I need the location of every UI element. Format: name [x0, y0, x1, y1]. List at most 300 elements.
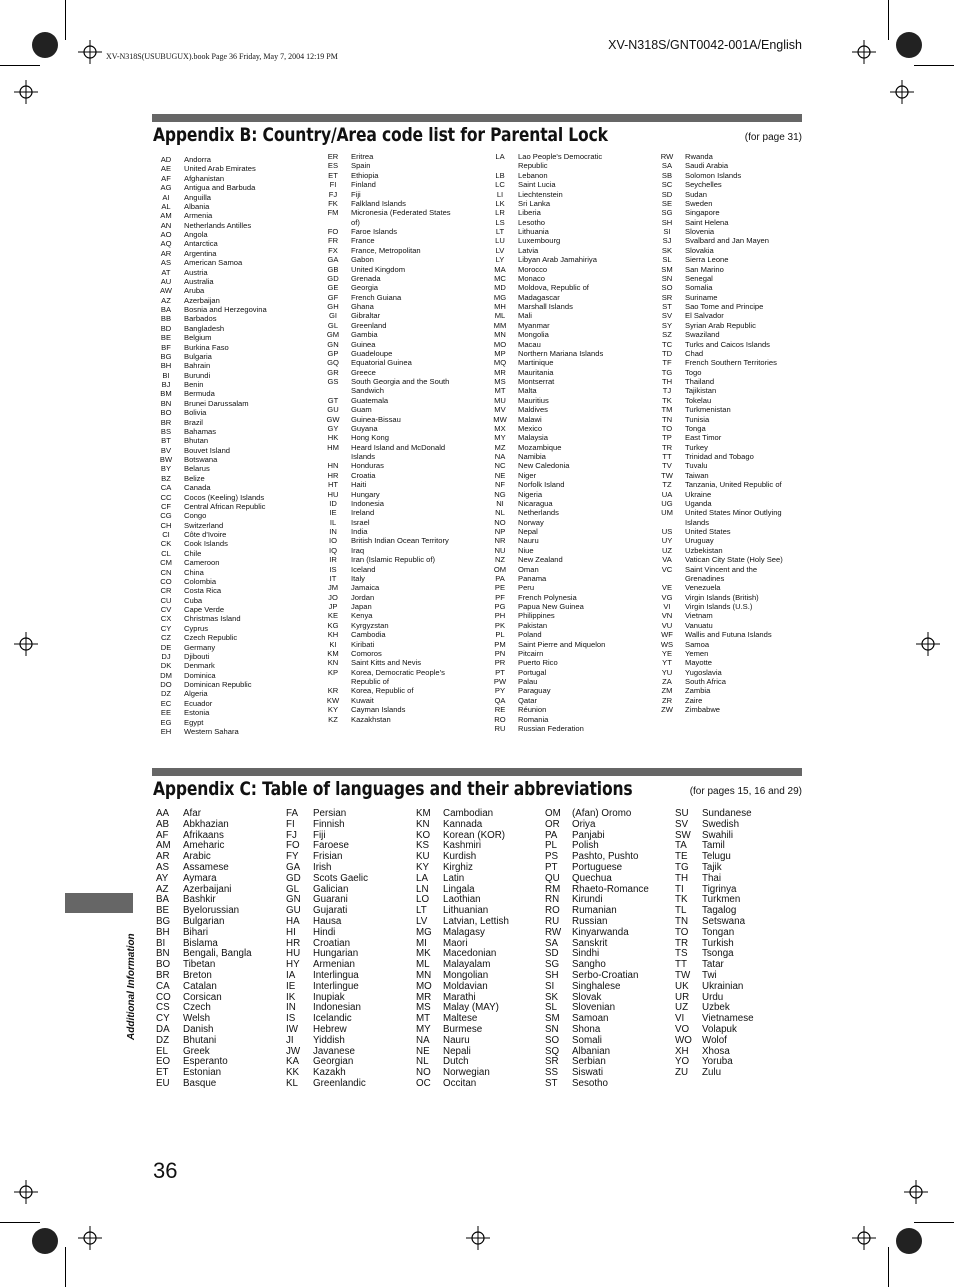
name: Sundanese — [702, 808, 752, 819]
name: Wallis and Futuna Islands — [685, 630, 772, 640]
code: TS — [675, 948, 688, 960]
name: Turkey — [685, 442, 708, 452]
table-row — [157, 708, 307, 717]
name: Zulu — [702, 1067, 722, 1079]
table-row — [416, 1036, 509, 1047]
name: Marshall Islands — [518, 302, 573, 311]
table-row — [157, 361, 307, 370]
code: DZ — [156, 1034, 170, 1046]
code: DK — [160, 661, 172, 671]
table-row — [491, 452, 641, 461]
table-row — [658, 433, 808, 442]
name: Guyana — [351, 423, 378, 433]
table-row — [157, 605, 307, 614]
code: YU — [661, 667, 673, 677]
table-row — [157, 211, 307, 220]
code: VU — [661, 620, 673, 630]
name: Finnish — [313, 818, 345, 830]
code: MA — [494, 264, 506, 274]
code: YT — [662, 658, 672, 668]
name: Germany — [184, 642, 216, 652]
name: Zaire — [685, 695, 703, 705]
name: Niue — [518, 545, 534, 555]
code: BI — [162, 370, 170, 380]
name: Norway — [518, 517, 544, 527]
name: Mozambique — [518, 442, 562, 452]
name: Basque — [183, 1077, 217, 1089]
name: Albania — [184, 201, 210, 211]
name: Peru — [518, 583, 535, 593]
code: KP — [327, 667, 339, 677]
name: Burkina Faso — [184, 342, 229, 352]
name: Volapuk — [702, 1023, 737, 1035]
code: SI — [663, 227, 671, 236]
code: BA — [156, 894, 170, 906]
code: VI — [675, 1013, 685, 1025]
code: GA — [327, 255, 339, 265]
code: GT — [327, 395, 339, 405]
table-row — [491, 236, 641, 245]
name: Interlingua — [313, 969, 359, 981]
code: AM — [156, 840, 171, 852]
code: CH — [160, 520, 172, 530]
code: WF — [661, 630, 673, 640]
name: Andorra — [184, 155, 212, 164]
name: Honduras — [351, 461, 384, 471]
name: Bulgaria — [184, 351, 212, 361]
name: Mali — [518, 311, 532, 321]
table-row — [658, 377, 808, 386]
name: Moldavian — [443, 980, 488, 992]
code: TE — [675, 851, 688, 863]
name: Bolivia — [184, 408, 207, 418]
name: Serbo-Croatian — [572, 969, 639, 981]
table-row — [324, 358, 474, 367]
table-row — [491, 321, 641, 330]
table-row — [545, 1036, 649, 1047]
name: American Samoa — [184, 258, 243, 268]
code: NI — [496, 498, 504, 508]
table-row — [324, 630, 474, 639]
table-row — [658, 358, 808, 367]
code: HK — [327, 433, 339, 443]
code: IT — [329, 573, 337, 583]
table-row — [157, 680, 307, 689]
code: TW — [675, 969, 691, 981]
code: TF — [662, 358, 672, 368]
name: French Southern Territories — [685, 358, 777, 368]
name: Bahamas — [184, 426, 217, 436]
name: Afar — [183, 808, 201, 819]
code: AU — [160, 276, 172, 286]
code: KN — [327, 658, 339, 668]
name: Byelorussian — [183, 905, 240, 917]
table-row — [157, 464, 307, 473]
name: French Polynesia — [518, 592, 577, 602]
code: VA — [662, 555, 672, 565]
table-row — [491, 433, 641, 442]
table-row — [491, 340, 641, 349]
table-row — [491, 208, 641, 217]
code: DZ — [160, 689, 172, 699]
name: Belize — [184, 473, 205, 483]
code: GY — [327, 423, 339, 433]
table-row — [658, 583, 808, 592]
table-row — [324, 340, 474, 349]
registration-mark-icon — [852, 40, 876, 64]
code: IW — [286, 1023, 298, 1035]
name: Malayalam — [443, 959, 491, 971]
code: GL — [327, 320, 339, 330]
code: SD — [545, 948, 559, 960]
code: GR — [327, 367, 339, 377]
table-row — [658, 424, 808, 433]
name: Irish — [313, 861, 332, 873]
code: TK — [675, 894, 688, 906]
name: Afrikaans — [183, 829, 224, 841]
name: Haiti — [351, 480, 367, 490]
code: MY — [494, 433, 506, 443]
table-row — [324, 405, 474, 414]
name: Botswana — [184, 455, 218, 464]
code: EC — [160, 698, 172, 708]
registration-mark-icon — [14, 1180, 38, 1204]
code: HY — [286, 959, 300, 971]
name: South Africa — [685, 677, 726, 686]
code: TO — [661, 423, 673, 433]
table-row — [157, 558, 307, 567]
name: Bashkir — [183, 894, 216, 906]
table-row — [491, 199, 641, 208]
name: Albanian — [572, 1045, 611, 1057]
name: Mauritius — [518, 395, 549, 405]
name: Oriya — [572, 818, 596, 830]
table-row — [324, 152, 474, 161]
name: Laothian — [443, 894, 481, 906]
table-row — [491, 218, 641, 227]
name: Lithuania — [518, 227, 549, 236]
name: Solomon Islands — [685, 170, 742, 180]
code: CG — [160, 511, 172, 521]
name: Myanmar — [518, 320, 550, 330]
table-row — [157, 446, 307, 455]
code: BH — [156, 926, 170, 938]
table-row — [324, 546, 474, 555]
name: Hungarian — [313, 948, 359, 960]
section-bar — [152, 114, 802, 122]
table-row — [491, 686, 641, 695]
code: AY — [156, 872, 169, 884]
table-row — [491, 565, 641, 574]
name: Hebrew — [313, 1023, 347, 1035]
name: Estonia — [184, 708, 210, 718]
code: CY — [156, 1013, 170, 1025]
code: HT — [327, 480, 339, 490]
code: TW — [661, 470, 673, 480]
code: JI — [286, 1034, 294, 1046]
code: LB — [495, 170, 505, 180]
code: SR — [545, 1056, 559, 1068]
code: TT — [662, 452, 672, 461]
code: LS — [495, 217, 505, 227]
table-row — [157, 521, 307, 530]
code: CV — [160, 605, 172, 614]
name: Senegal — [685, 273, 713, 283]
code: DO — [160, 680, 172, 689]
name: France — [351, 236, 375, 246]
table-row — [491, 461, 641, 470]
code: IN — [329, 527, 337, 536]
code: TZ — [662, 480, 672, 490]
code: MV — [494, 405, 506, 415]
name: Bahrain — [184, 361, 211, 371]
crop-mark — [0, 65, 40, 66]
name: Bengali, Bangla — [183, 948, 252, 960]
name: Cambodian — [443, 808, 494, 819]
name: Rwanda — [685, 152, 713, 161]
crop-mark — [0, 1222, 40, 1223]
name: Benin — [184, 380, 204, 389]
table-row — [324, 602, 474, 611]
registration-mark-icon — [78, 1226, 102, 1250]
code: BG — [156, 915, 171, 927]
code: AS — [160, 258, 172, 268]
code: SY — [661, 320, 673, 330]
name: Saint Helena — [685, 217, 729, 227]
code: EH — [160, 726, 172, 736]
name: Zambia — [685, 686, 711, 696]
name: Kiribati — [351, 639, 375, 649]
name: Shona — [572, 1023, 601, 1035]
name: Arabic — [183, 851, 211, 863]
table-row — [491, 574, 641, 583]
table-row — [157, 286, 307, 295]
name: Nepal — [518, 527, 538, 536]
table-row — [658, 152, 808, 161]
name: Guarani — [313, 894, 348, 906]
code: LK — [495, 198, 505, 208]
code: BM — [160, 389, 172, 399]
table-row — [658, 368, 808, 377]
name: Russian — [572, 915, 608, 927]
name: Frisian — [313, 851, 343, 863]
table-row — [157, 483, 307, 492]
code: ZM — [661, 686, 673, 696]
table-row — [658, 265, 808, 274]
name: East Timor — [685, 433, 722, 443]
code: KY — [416, 861, 430, 873]
table-row — [491, 593, 641, 602]
name: France, Metropolitan — [351, 245, 421, 255]
name: Palau — [518, 677, 538, 686]
name: United States Minor Outlying Islands — [685, 508, 782, 527]
name: Brazil — [184, 417, 203, 427]
table-row — [157, 380, 307, 389]
name: Western Sahara — [184, 726, 239, 736]
table-row — [545, 1079, 649, 1090]
name: Gibraltar — [351, 311, 381, 321]
table-row — [491, 283, 641, 292]
name: Trinidad and Tobago — [685, 452, 754, 461]
name: Vietnamese — [702, 1013, 754, 1025]
language-code-column — [286, 809, 368, 1090]
table-row — [658, 386, 808, 395]
code: SB — [661, 170, 673, 180]
code: GN — [327, 339, 339, 349]
name: Antigua and Barbuda — [184, 183, 256, 193]
code: AD — [160, 155, 172, 164]
table-row — [658, 190, 808, 199]
country-code-column — [658, 152, 808, 715]
name: Kirghiz — [443, 861, 473, 873]
name: Guinea-Bissau — [351, 414, 401, 424]
code: HR — [286, 937, 301, 949]
table-row — [491, 246, 641, 255]
code: CO — [156, 991, 171, 1003]
name: Yemen — [685, 648, 709, 658]
name: Saint Vincent and the Grenadines — [685, 564, 758, 583]
name: Puerto Rico — [518, 658, 558, 668]
table-row — [324, 668, 474, 687]
table-row — [658, 246, 808, 255]
code: PT — [495, 667, 505, 677]
name: Bouvet Island — [184, 445, 231, 455]
code: ZR — [661, 695, 673, 705]
code: NA — [494, 452, 506, 461]
name: Bosnia and Herzegovina — [184, 305, 267, 314]
name: Persian — [313, 808, 347, 819]
table-row — [658, 349, 808, 358]
name: Egypt — [184, 717, 204, 727]
table-row — [324, 208, 474, 227]
name: Belarus — [184, 464, 210, 474]
appendix-b-page-ref: (for page 31) — [744, 132, 802, 143]
table-row — [658, 452, 808, 461]
table-row — [658, 705, 808, 714]
table-row — [324, 593, 474, 602]
code: GW — [326, 414, 340, 424]
table-row — [658, 218, 808, 227]
name: Nigeria — [518, 489, 543, 499]
code: SG — [661, 208, 673, 218]
name: Lebanon — [518, 170, 548, 180]
code: KA — [286, 1056, 300, 1068]
code: TI — [675, 883, 684, 895]
table-row — [324, 274, 474, 283]
code: SW — [675, 829, 691, 841]
code: FY — [286, 851, 299, 863]
table-row — [658, 396, 808, 405]
code: EO — [156, 1056, 171, 1068]
code: NO — [494, 517, 506, 527]
code: SH — [661, 217, 673, 227]
table-row — [491, 274, 641, 283]
name: Sao Tome and Principe — [685, 302, 764, 311]
code: TV — [662, 461, 672, 471]
code: TL — [675, 905, 687, 917]
code: MG — [493, 292, 507, 302]
code: SJ — [662, 236, 672, 246]
code: EG — [160, 717, 172, 727]
code: SL — [662, 255, 672, 265]
crop-mark — [888, 0, 889, 40]
table-row — [286, 874, 368, 885]
code: SN — [661, 273, 673, 283]
crop-mark — [914, 1222, 954, 1223]
code: BZ — [161, 473, 171, 483]
code: HI — [286, 926, 296, 938]
code: HU — [286, 948, 301, 960]
table-row — [545, 928, 649, 939]
code: GS — [327, 377, 339, 386]
name: Eritrea — [351, 152, 374, 161]
appendix-c-title: Appendix C: Table of languages and their abbreviations — [153, 778, 633, 800]
code: GI — [328, 311, 338, 321]
code: US — [661, 527, 673, 536]
code: KZ — [328, 714, 338, 724]
code: MT — [416, 1013, 431, 1025]
corner-disc-mark — [32, 1228, 58, 1254]
name: Afghanistan — [184, 173, 225, 183]
code: SM — [661, 264, 673, 274]
name: Madagascar — [518, 292, 560, 302]
name: Turkmen — [702, 894, 741, 906]
name: Saudi Arabia — [685, 161, 729, 171]
name: New Zealand — [518, 555, 563, 565]
table-row — [157, 314, 307, 323]
name: Côte d'Ivoire — [184, 530, 227, 539]
table-row — [658, 621, 808, 630]
table-row — [658, 415, 808, 424]
name: Samoan — [572, 1013, 609, 1025]
table-row — [324, 415, 474, 424]
code: NP — [494, 527, 506, 536]
name: Nepali — [443, 1045, 471, 1057]
code: LI — [496, 189, 504, 199]
name: Bihari — [183, 926, 209, 938]
code: MC — [494, 273, 506, 283]
name: Tajik — [702, 861, 722, 873]
name: Gabon — [351, 255, 374, 265]
name: Cyprus — [184, 623, 209, 633]
code: VC — [661, 564, 673, 574]
name: Aruba — [184, 286, 205, 296]
code: UR — [675, 991, 690, 1003]
table-row — [658, 602, 808, 611]
code: CM — [160, 558, 172, 568]
code: SH — [545, 969, 559, 981]
code: SO — [661, 283, 673, 293]
book-info-line: XV-N318S(USUBUGUX).book Page 36 Friday, May 7, 2004 12:19 PM — [106, 52, 338, 61]
code: OC — [416, 1077, 431, 1089]
code: LN — [416, 883, 429, 895]
name: Greenland — [351, 320, 387, 330]
name: Dominica — [184, 670, 216, 680]
code: AB — [156, 818, 170, 830]
table-row — [658, 180, 808, 189]
table-row — [324, 490, 474, 499]
code: RO — [545, 905, 560, 917]
table-row — [324, 536, 474, 545]
code: PN — [494, 648, 506, 658]
name: Kinyarwanda — [572, 926, 629, 938]
code: AT — [161, 267, 171, 277]
table-row — [157, 502, 307, 511]
code: TP — [662, 433, 672, 443]
code: CN — [160, 567, 172, 577]
table-row — [545, 982, 649, 993]
code: AA — [156, 808, 170, 819]
